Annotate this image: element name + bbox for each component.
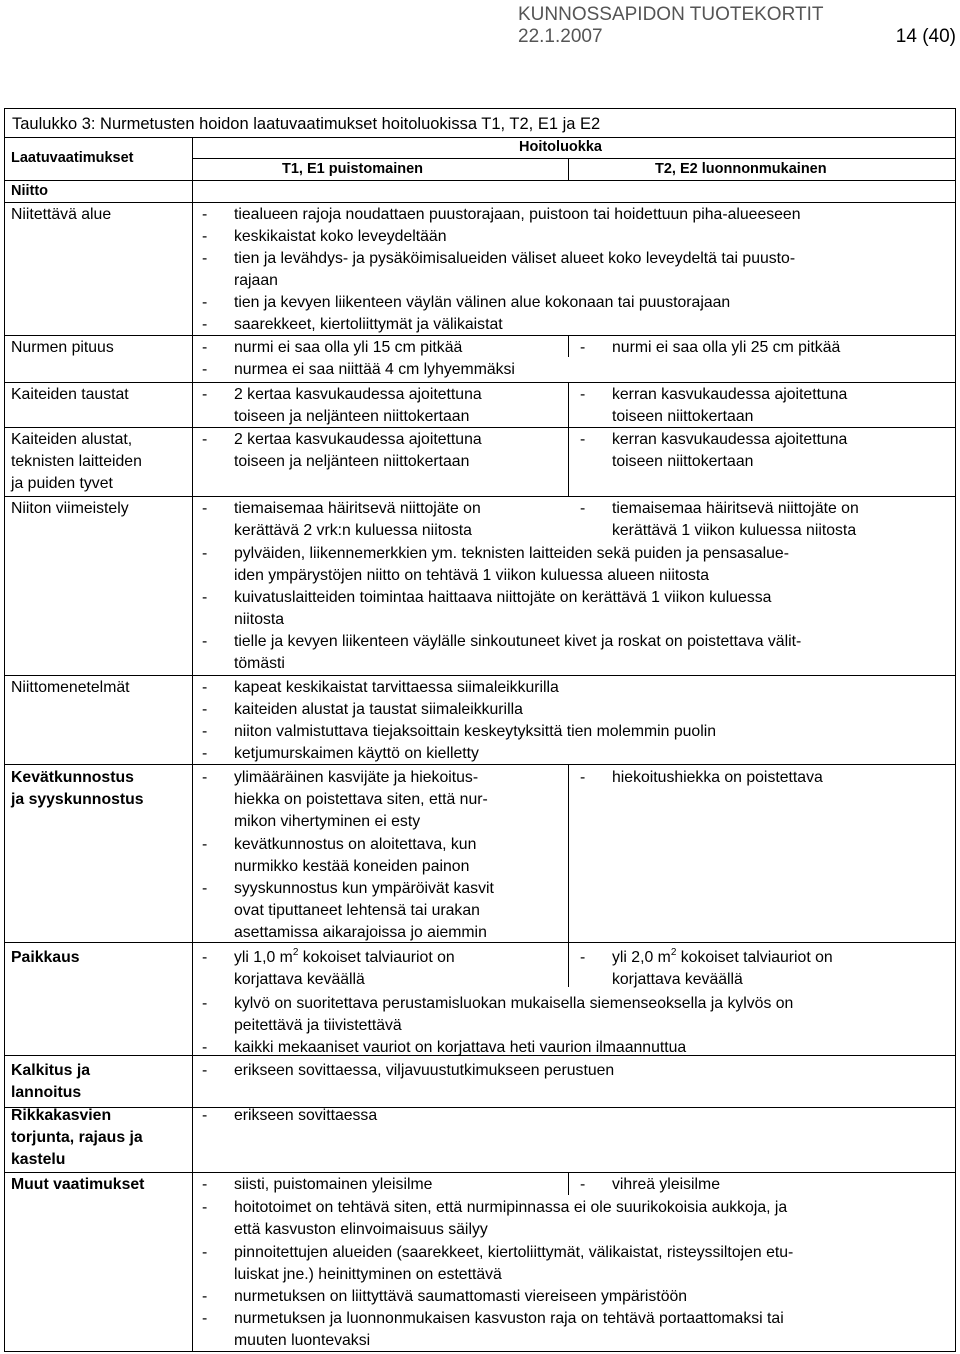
bullet-dash: - bbox=[202, 250, 208, 267]
t1-value: asettamissa aikarajoissa jo aiemmin bbox=[234, 924, 487, 941]
bullet-dash: - bbox=[202, 1062, 208, 1079]
list-item: tiealueen rajoja noudattaen puustorajaan, puistoon tai hoidettuun piha-alueeseen bbox=[234, 206, 801, 223]
t2-value: hiekoitushiekka on poistettava bbox=[612, 769, 823, 786]
page-number: 14 (40) bbox=[895, 26, 956, 47]
row-divider bbox=[5, 675, 955, 676]
t1-value: mikon vihertyminen ei esty bbox=[234, 813, 421, 830]
t1-value: korjattava keväällä bbox=[234, 971, 365, 988]
header-t2: T2, E2 luonnonmukainen bbox=[655, 161, 827, 177]
requirements-table bbox=[4, 108, 956, 1352]
t1-value: kevätkunnostus on aloitettava, kun bbox=[234, 836, 477, 853]
bullet-dash: - bbox=[202, 206, 208, 223]
common-value: nurmetuksen ja luonnonmukaisen kasvuston raja on tehtävä portaattomaksi tai bbox=[234, 1310, 784, 1327]
row-divider bbox=[5, 1172, 955, 1173]
t2-value: tiemaisemaa häiritsevä niittojäte on bbox=[612, 500, 859, 517]
t1-value: 2 kertaa kasvukaudessa ajoitettuna bbox=[234, 431, 482, 448]
t2-value-text: kokoiset talviauriot on bbox=[676, 949, 833, 966]
page-header bbox=[518, 4, 958, 48]
superscript: 2 bbox=[670, 947, 677, 958]
document-date: 22.1.2007 bbox=[518, 26, 603, 47]
bullet-dash: - bbox=[202, 836, 208, 853]
row-label-taustat: Kaiteiden taustat bbox=[11, 386, 129, 403]
t1-value: nurmikko kestää koneiden painon bbox=[234, 858, 470, 875]
list-item: saarekkeet, kiertoliittymät ja välikaistat bbox=[234, 316, 503, 333]
t1-value: kerättävä 2 vrk:n kuluessa niitosta bbox=[234, 522, 472, 539]
row-label-paikkaus: Paikkaus bbox=[11, 949, 80, 966]
bullet-dash: - bbox=[202, 880, 208, 897]
bullet-dash: - bbox=[580, 339, 586, 356]
superscript: 2 bbox=[292, 947, 299, 958]
bullet-dash: - bbox=[580, 431, 586, 448]
list-item: tien ja levähdys- ja pysäköimisalueiden väliset alueet koko leveydeltä tai puusto- bbox=[234, 250, 796, 267]
common-value: peitettävä ja tiivistettävä bbox=[234, 1017, 402, 1034]
column-divider bbox=[192, 137, 193, 1351]
row-divider bbox=[5, 1107, 955, 1108]
bullet-dash: - bbox=[202, 294, 208, 311]
common-value: hoitotoimet on tehtävä siten, että nurmipinnassa ei ole suurikokoisia aukkoja, ja bbox=[234, 1199, 788, 1216]
common-value: että kasvuston elinvoimaisuus säilyy bbox=[234, 1221, 488, 1238]
t1-value: toiseen ja neljänteen niittokertaan bbox=[234, 453, 470, 470]
bullet-dash: - bbox=[202, 769, 208, 786]
bullet-dash: - bbox=[202, 745, 208, 762]
column-divider bbox=[568, 764, 569, 942]
row-label-pituus: Nurmen pituus bbox=[11, 339, 114, 356]
header-requirements: Laatuvaatimukset bbox=[11, 150, 134, 166]
common-value: kuivatuslaitteiden toimintaa haittaava niittojäte on kerättävä 1 viikon kuluessa bbox=[234, 589, 772, 606]
list-item: rajaan bbox=[234, 272, 278, 289]
bullet-dash: - bbox=[202, 1288, 208, 1305]
common-value: erikseen sovittaessa, viljavuustutkimukseen perustuen bbox=[234, 1062, 615, 1079]
column-divider bbox=[568, 335, 569, 357]
header-t1: T1, E1 puistomainen bbox=[282, 161, 423, 177]
bullet-dash: - bbox=[202, 949, 208, 966]
common-value: tömästi bbox=[234, 655, 285, 672]
bullet-dash: - bbox=[202, 228, 208, 245]
row-divider bbox=[5, 180, 955, 181]
bullet-dash: - bbox=[202, 500, 208, 517]
row-label-alustat: teknisten laitteiden bbox=[11, 453, 142, 470]
row-label-kunnostus: ja syyskunnostus bbox=[11, 791, 144, 808]
document-title: KUNNOSSAPIDON TUOTEKORTIT bbox=[518, 4, 824, 25]
row-label-muut: Muut vaatimukset bbox=[11, 1176, 145, 1193]
bullet-dash: - bbox=[580, 769, 586, 786]
bullet-dash: - bbox=[580, 500, 586, 517]
list-item: keskikaistat koko leveydeltään bbox=[234, 228, 447, 245]
bullet-dash: - bbox=[202, 431, 208, 448]
column-divider bbox=[568, 1172, 569, 1195]
bullet-dash: - bbox=[202, 1039, 208, 1056]
bullet-dash: - bbox=[202, 386, 208, 403]
list-item: ketjumurskaimen käyttö on kielletty bbox=[234, 745, 479, 762]
bullet-dash: - bbox=[202, 1244, 208, 1261]
row-label-niitettava: Niitettävä alue bbox=[11, 206, 112, 223]
header-group: Hoitoluokka bbox=[519, 139, 602, 155]
row-label-rikkakasvien: kastelu bbox=[11, 1151, 66, 1168]
row-label-kalkitus: Kalkitus ja bbox=[11, 1062, 91, 1079]
list-item: niiton valmistuttava tiejaksoittain keskeytyksittä tien molemmin puolin bbox=[234, 723, 717, 740]
section-niitto: Niitto bbox=[11, 183, 49, 199]
row-label-menetelmat: Niittomenetelmät bbox=[11, 679, 130, 696]
t2-value: kerättävä 1 viikon kuluessa niitosta bbox=[612, 522, 857, 539]
common-value: tielle ja kevyen liikenteen väylälle sinkoutuneet kivet ja roskat on poistettava välit- bbox=[234, 633, 802, 650]
bullet-dash: - bbox=[202, 995, 208, 1012]
row-label-viimeistely: Niiton viimeistely bbox=[11, 500, 129, 517]
row-divider bbox=[192, 158, 955, 159]
row-divider bbox=[5, 764, 955, 765]
t2-value: korjattava keväällä bbox=[612, 971, 743, 988]
bullet-dash: - bbox=[202, 545, 208, 562]
t1-value: toiseen ja neljänteen niittokertaan bbox=[234, 408, 470, 425]
row-divider bbox=[5, 496, 955, 497]
bullet-dash: - bbox=[202, 723, 208, 740]
t1-value bbox=[234, 947, 455, 969]
column-divider bbox=[568, 382, 569, 496]
bullet-dash: - bbox=[202, 361, 208, 378]
row-label-kunnostus: Kevätkunnostus bbox=[11, 769, 134, 786]
row-divider bbox=[5, 427, 955, 428]
column-divider bbox=[568, 942, 569, 987]
t2-value: toiseen niittokertaan bbox=[612, 453, 754, 470]
t2-value-text: yli 2,0 m bbox=[612, 949, 671, 966]
table-caption: Taulukko 3: Nurmetusten hoidon laatuvaatimukset hoitoluokissa T1, T2, E1 ja E2 bbox=[12, 115, 601, 133]
t1-value: tiemaisemaa häiritsevä niittojäte on bbox=[234, 500, 481, 517]
common-value: kylvö on suoritettava perustamisluokan mukaisella siemenseoksella ja kylvös on bbox=[234, 995, 794, 1012]
t1-value-text: yli 1,0 m bbox=[234, 949, 293, 966]
column-divider bbox=[568, 158, 569, 180]
t2-value bbox=[612, 947, 833, 969]
bullet-dash: - bbox=[580, 386, 586, 403]
row-label-rikkakasvien: torjunta, rajaus ja bbox=[11, 1129, 143, 1146]
row-label-alustat: Kaiteiden alustat, bbox=[11, 431, 133, 448]
row-label-rikkakasvien: Rikkakasvien bbox=[11, 1107, 112, 1124]
t1-value: ovat tiputtaneet lehtensä tai urakan bbox=[234, 902, 480, 919]
common-value: pylväiden, liikennemerkkien ym. teknisten laitteiden sekä puiden ja pensasalue- bbox=[234, 545, 789, 562]
t1-value-text: kokoiset talviauriot on bbox=[298, 949, 455, 966]
t1-value: ylimääräinen kasvijäte ja hiekoitus- bbox=[234, 769, 479, 786]
common-value: niitosta bbox=[234, 611, 285, 628]
bullet-dash: - bbox=[202, 1199, 208, 1216]
t1-value: siisti, puistomainen yleisilme bbox=[234, 1176, 433, 1193]
common-value: pinnoitettujen alueiden (saarekkeet, kiertoliittymät, välikaistat, risteyssiltojen etu- bbox=[234, 1244, 794, 1261]
common-value: luiskat jne.) heinittyminen on estettävä bbox=[234, 1266, 502, 1283]
bullet-dash: - bbox=[202, 339, 208, 356]
row-label-alustat: ja puiden tyvet bbox=[11, 475, 113, 492]
common-value: kaikki mekaaniset vauriot on korjattava heti vaurion ilmaannuttua bbox=[234, 1039, 687, 1056]
bullet-dash: - bbox=[202, 679, 208, 696]
bullet-dash: - bbox=[202, 589, 208, 606]
common-value: nurmetuksen on liittyttävä saumattomasti viereiseen ympäristöön bbox=[234, 1288, 688, 1305]
t1-value: hiekka on poistettava siten, että nur- bbox=[234, 791, 488, 808]
common-value: muuten luontevaksi bbox=[234, 1332, 371, 1349]
t1-value: 2 kertaa kasvukaudessa ajoitettuna bbox=[234, 386, 482, 403]
row-divider bbox=[5, 202, 955, 203]
bullet-dash: - bbox=[202, 1176, 208, 1193]
t2-value: kerran kasvukaudessa ajoitettuna bbox=[612, 386, 848, 403]
bullet-dash: - bbox=[202, 633, 208, 650]
list-item: kaiteiden alustat ja taustat siimaleikkurilla bbox=[234, 701, 523, 718]
row-divider bbox=[5, 382, 955, 383]
row-label-kalkitus: lannoitus bbox=[11, 1084, 82, 1101]
t2-value: kerran kasvukaudessa ajoitettuna bbox=[612, 431, 848, 448]
bullet-dash: - bbox=[580, 1176, 586, 1193]
common-value: erikseen sovittaessa bbox=[234, 1107, 378, 1124]
t2-value: toiseen niittokertaan bbox=[612, 408, 754, 425]
common-value: iden ympärystöjen niitto on tehtävä 1 viikon kuluessa alueen niitosta bbox=[234, 567, 710, 584]
bullet-dash: - bbox=[202, 701, 208, 718]
bullet-dash: - bbox=[202, 316, 208, 333]
common-value: nurmea ei saa niittää 4 cm lyhyemmäksi bbox=[234, 361, 515, 378]
bullet-dash: - bbox=[202, 1310, 208, 1327]
t1-value: nurmi ei saa olla yli 15 cm pitkää bbox=[234, 339, 463, 356]
bullet-dash: - bbox=[580, 949, 586, 966]
t2-value: vihreä yleisilme bbox=[612, 1176, 720, 1193]
list-item: kapeat keskikaistat tarvittaessa siimaleikkurilla bbox=[234, 679, 559, 696]
bullet-dash: - bbox=[202, 1107, 208, 1124]
t2-value: nurmi ei saa olla yli 25 cm pitkää bbox=[612, 339, 841, 356]
list-item: tien ja kevyen liikenteen väylän välinen alue kokonaan tai puustorajaan bbox=[234, 294, 731, 311]
t1-value: syyskunnostus kun ympäröivät kasvit bbox=[234, 880, 494, 897]
row-divider bbox=[5, 137, 955, 138]
